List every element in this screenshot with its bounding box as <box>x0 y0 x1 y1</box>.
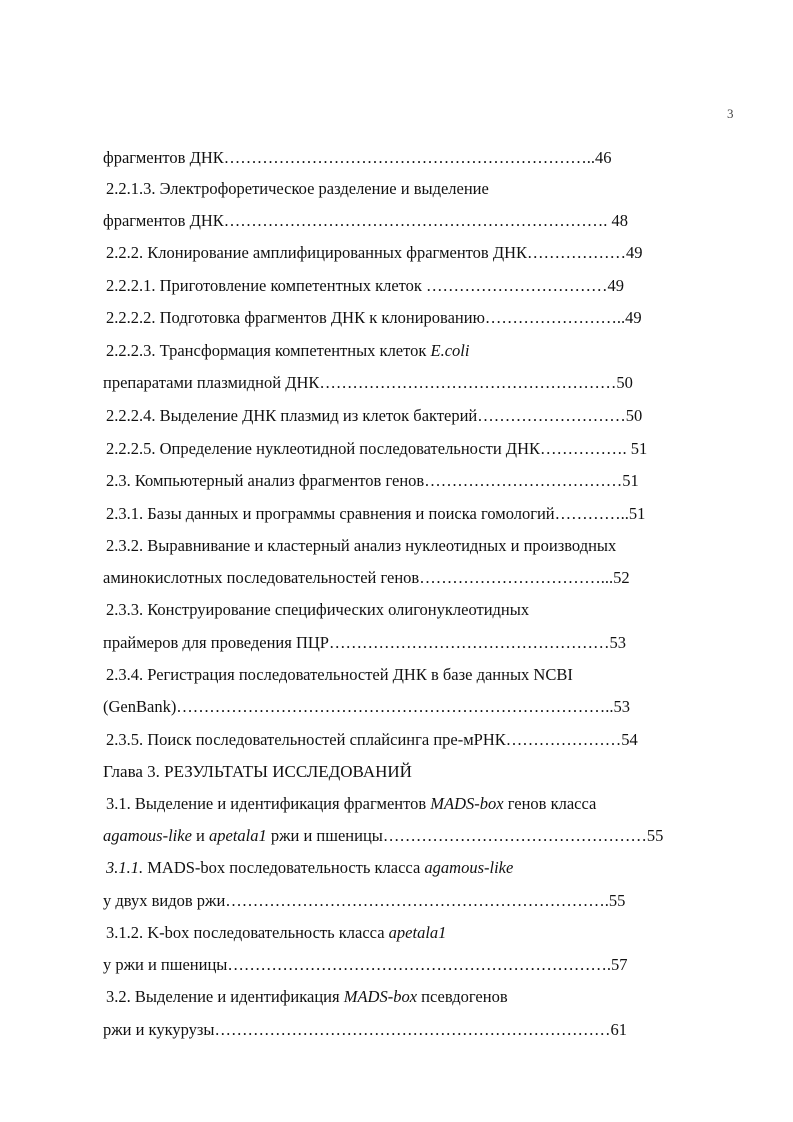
toc-italic: MADS-box <box>343 987 418 1006</box>
toc-text: и <box>191 826 209 845</box>
toc-line <box>106 856 513 880</box>
toc-italic: MADS-box <box>430 794 504 813</box>
toc-line: препаратами плазмидной ДНК………………………………………………50 <box>103 373 633 392</box>
toc-line: фрагментов ДНК…………………………………………………………..46 <box>103 148 612 167</box>
toc-italic: 3.1.1. <box>106 858 144 877</box>
toc-line: 2.3.2. Выравнивание и кластерный анализ нуклеотидных и производных <box>106 536 617 555</box>
toc-line: праймеров для проведения ПЦР……………………………………………53 <box>103 633 626 652</box>
toc-line: 2.3.3. Конструирование специфических олигонуклеотидных <box>106 600 530 619</box>
page-number: 3 <box>727 106 734 121</box>
toc-text: MADS-box последовательность класса <box>143 858 425 877</box>
toc-text: ржи и пшеницы…………………………………………55 <box>266 826 664 845</box>
toc-italic: E.coli <box>430 341 470 360</box>
toc-line <box>106 985 508 1009</box>
toc-text: генов класса <box>503 794 597 813</box>
toc-italic: agamous-like <box>103 826 192 845</box>
toc-line: 2.2.2. Клонирование амплифицированных фрагментов ДНК………………49 <box>106 243 643 262</box>
toc-line <box>106 339 469 363</box>
toc-line <box>106 792 596 816</box>
toc-italic: apetala1 <box>388 923 447 942</box>
toc-line: 2.2.1.3. Электрофоретическое разделение и выделение <box>106 179 489 198</box>
toc-line: 2.3.5. Поиск последовательностей сплайсинга пре-мРНК…………………54 <box>106 730 638 749</box>
toc-line: аминокислотных последовательностей генов……………………………...52 <box>103 568 630 587</box>
chapter-heading: Глава 3. РЕЗУЛЬТАТЫ ИССЛЕДОВАНИЙ <box>103 762 412 781</box>
toc-line: у ржи и пшеницы…………………………………………………………….57 <box>103 955 628 974</box>
toc-line: у двух видов ржи…………………………………………………………….55 <box>103 891 626 910</box>
toc-line: 2.3. Компьютерный анализ фрагментов генов………………………………51 <box>106 471 639 490</box>
toc-line <box>103 824 663 848</box>
toc-line: ржи и кукурузы………………………………………………………………61 <box>103 1020 628 1039</box>
toc-italic: agamous-like <box>424 858 514 877</box>
toc-line: 2.2.2.1. Приготовление компетентных клеток ……………………………49 <box>106 276 625 295</box>
toc-line: фрагментов ДНК……………………………………………………………. 48 <box>103 211 628 230</box>
toc-text: 3.1.2. K-box последовательность класса <box>106 923 389 942</box>
toc-line: 2.2.2.4. Выделение ДНК плазмид из клеток бактерий………………………50 <box>106 406 643 425</box>
toc-italic: apetala1 <box>209 826 267 845</box>
toc-line: 2.3.4. Регистрация последовательностей ДНК в базе данных NCBI <box>106 665 573 684</box>
toc-text: 2.2.2.3. Трансформация компетентных клеток <box>106 341 431 360</box>
toc-text: 3.1. Выделение и идентификация фрагментов <box>106 794 431 813</box>
toc-text: псевдогенов <box>417 987 508 1006</box>
toc-line: (GenBank)……………………………………………………………………..53 <box>103 697 631 716</box>
toc-line <box>106 921 446 945</box>
toc-text: 3.2. Выделение и идентификация <box>106 987 344 1006</box>
toc-line: 2.2.2.2. Подготовка фрагментов ДНК к клонированию……………………..49 <box>106 308 642 327</box>
toc-line: 2.3.1. Базы данных и программы сравнения и поиска гомологий…………..51 <box>106 504 646 523</box>
toc-line: 2.2.2.5. Определение нуклеотидной последовательности ДНК……………. 51 <box>106 439 648 458</box>
